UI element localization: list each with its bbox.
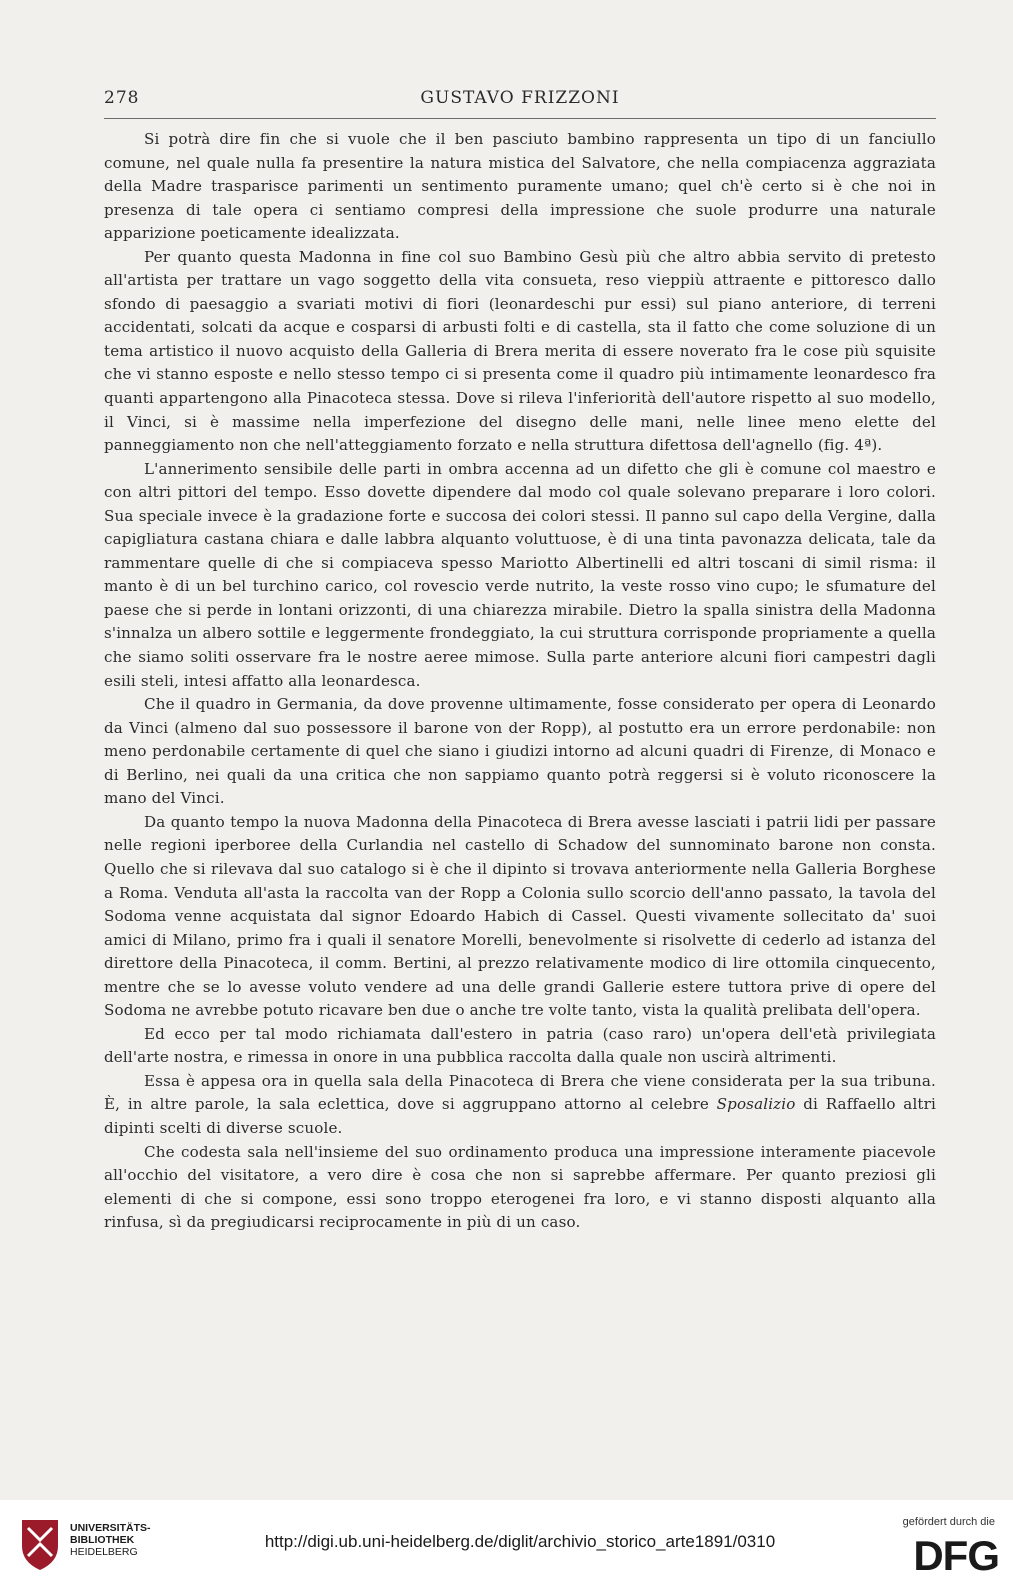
funded-by-label: gefördert durch die xyxy=(902,1516,995,1528)
dfg-logo: DFG xyxy=(913,1532,999,1579)
paragraph: Che il quadro in Germania, da dove provenne ultimamente, fosse considerato per opera di Leonardo da Vinci (almeno dal suo possessore il barone von der Ropp), al postutto era un errore perdonabile: non meno perdonabile certamente di quel che siano i giudizi intorno ad alcuni quadri di Firenze, di Monaco e di Berlino, nei quali da una critica che non sappiamo quanto potrà reggersi si è voluto riconoscere la mano del Vinci. xyxy=(104,695,936,808)
library-name xyxy=(70,1522,151,1558)
page-number: 278 xyxy=(104,88,140,108)
header-rule xyxy=(104,118,936,119)
digitization-footer xyxy=(0,1500,1013,1591)
library-line: BIBLIOTHEK xyxy=(70,1534,135,1546)
paragraph xyxy=(104,1070,936,1141)
paragraph: Ed ecco per tal modo richiamata dall'estero in patria (caso raro) un'opera dell'età privilegiata dell'arte nostra, e rimessa in onore in una pubblica raccolta dalla quale non uscirà altrimenti. xyxy=(104,1024,936,1067)
italic-title: Sposalizio xyxy=(716,1095,796,1114)
library-line: UNIVERSITÄTS- xyxy=(70,1522,151,1534)
university-seal-icon xyxy=(16,1516,64,1572)
paragraph: Che codesta sala nell'insieme del suo ordinamento produca una impressione interamente piacevole all'occhio del visitatore, a vero dire è cosa che non si saprebbe affermare. Per quanto preziosi gli elementi di che si compone, essi sono troppo eterogenei fra loro, e vi stanno disposti alquanto alla rinfusa, sì da pregiudicarsi reciprocamente in più di un caso. xyxy=(104,1142,936,1232)
body-text xyxy=(104,128,936,1235)
running-title: GUSTAVO FRIZZONI xyxy=(420,88,620,108)
paragraph-text: Essa è appesa ora in quella sala della Pinacoteca di Brera che viene considerata per la sua tribuna. È, in altre parole, la sala eclettica, dove si aggruppano attorno al celebre xyxy=(104,1071,936,1114)
paragraph: Si potrà dire fin che si vuole che il ben pasciuto bambino rappresenta un tipo di un fanciullo comune, nel quale nulla fa presentire la natura mistica del Salvatore, che nella compiacenza aggraziata della Madre trasparisce parimenti un sentimento puramente umano; quel ch'è certo si è che noi in presenza di tale opera ci sentiamo compresi della impressione che suole produrre una naturale apparizione poeticamente idealizzata. xyxy=(104,130,936,243)
paragraph: Da quanto tempo la nuova Madonna della Pinacoteca di Brera avesse lasciati i patrii lidi per passare nelle regioni iperboree della Curlandia nel castello di Schadow del sunnominato barone non consta. Quello che si rilevava dal suo catalogo si è che il dipinto si trovava anteriormente nella Galleria Borghese a Roma. Venduta all'asta la raccolta van der Ropp a Colonia sullo scorcio dell'anno passato, la tavola del Sodoma venne acquistata dal signor Edoardo Habich di Cassel. Questi vivamente sollecitato da' suoi amici di Milano, primo fra i quali il senatore Morelli, benevolmente si risolvette di cederlo ad istanza del direttore della Pinacoteca, il comm. Bertini, al prezzo relativamente modico di lire ottomila cinquecento, mentre che se lo avesse voluto vendere ad una delle grandi Gallerie estere tuttora prive di opere del Sodoma ne avrebbe potuto ricavare ben due o anche tre volte tanto, vista la qualità prelibata dell'opera. xyxy=(104,812,936,1020)
permalink-url[interactable]: http://digi.ub.uni-heidelberg.de/diglit/archivio_storico_arte1891/0310 xyxy=(264,1532,776,1551)
library-line: HEIDELBERG xyxy=(70,1546,138,1558)
paragraph-text: di Raffaello altri dipinti scelti di diverse scuole. xyxy=(104,1095,936,1137)
paragraph: Per quanto questa Madonna in fine col suo Bambino Gesù più che altro abbia servito di pretesto all'artista per trattare un vago soggetto della vita consueta, reso vieppiù attraente e pittoresco dallo sfondo di paesaggio a svariati motivi di fiori (leonardeschi pur essi) sul piano anteriore, di terreni accidentati, solcati da acque e cosparsi di arbusti folti e di castella, sta il fatto che come soluzione di un tema artistico il nuovo acquisto della Galleria di Brera merita di essere noverato fra le cose più squisite che vi stanno esposte e nello stesso tempo ci si presenta come il quadro più intimamente leonardesco fra quanti appartengono alla Pinacoteca stessa. Dove si rileva l'inferiorità dell'autore rispetto al suo modello, il Vinci, si è massime nella imperfezione del disegno delle mani, nelle linee meno elette del panneggiamento non che nell'atteggiamento forzato e nella struttura difettosa dell'agnello (fig. 4ª). xyxy=(104,247,936,455)
paragraph: L'annerimento sensibile delle parti in ombra accenna ad un difetto che gli è comune col maestro e con altri pittori del tempo. Esso dovette dipendere dal modo col quale solevano preparare i loro colori. Sua speciale invece è la gradazione forte e succosa dei colori stessi. Il panno sul capo della Vergine, dalla capigliatura castana chiara e dalle labbra alquanto voluttuose, è di una tinta pavonazza delicata, tale da rammentare quelle di che si compiaceva spesso Mariotto Albertinelli ed altri toscani di simil risma: il manto è di un bel turchino carico, col rovescio verde nutrito, la veste rosso vino cupo; le sfumature del paese che si perde in lontani orizzonti, di una chiarezza mirabile. Dietro la spalla sinistra della Madonna s'innalza un albero sottile e leggermente frondeggiato, la cui struttura corrisponde propriamente a quella che siamo soliti osservare fra le nostre aeree mimose. Sulla parte anteriore alcuni fiori campestri dagli esili steli, intesi affatto alla leonardesca. xyxy=(104,459,936,690)
